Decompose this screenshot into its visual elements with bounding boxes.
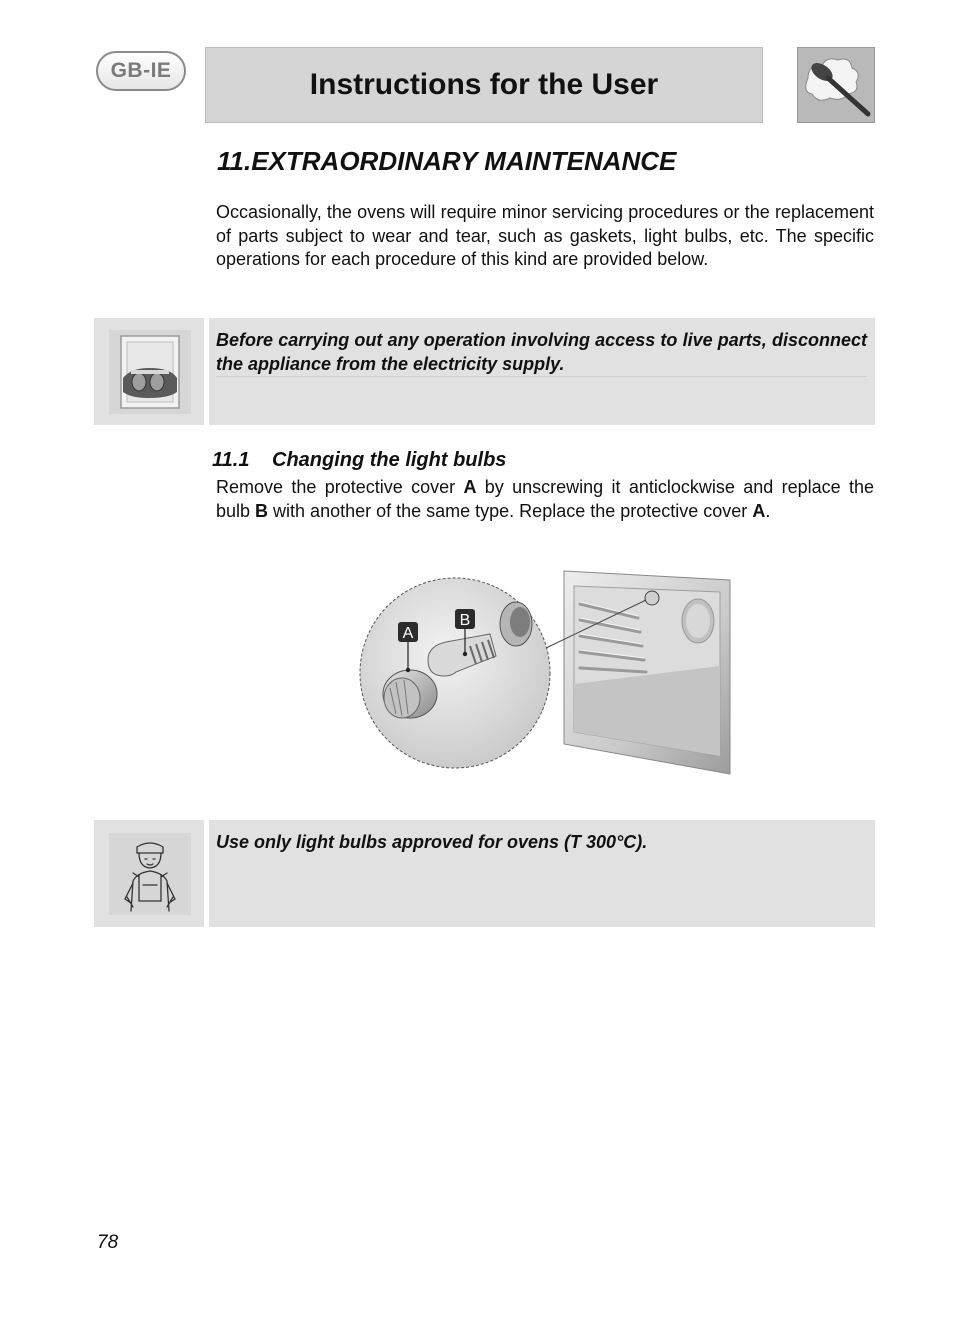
note-divider [216, 376, 867, 377]
chef-spoon-icon [797, 47, 875, 123]
figure-label-a: A [402, 625, 414, 642]
body-text: . [765, 500, 771, 521]
subsection-number: 11.1 [212, 449, 250, 471]
region-badge: GB-IE [96, 51, 186, 91]
bulb-note-text: Use only light bulbs approved for ovens (T 300°C). [216, 832, 648, 852]
warning-icon-box [94, 318, 204, 425]
warning-note-text: Before carrying out any operation involving access to live parts, disconnect the appliance from the electricity supply. [216, 330, 867, 374]
section-title: 11.EXTRAORDINARY MAINTENANCE [217, 146, 677, 176]
technician-icon-box [94, 820, 204, 927]
body-text: by unscrewing it anticlockwise and replace the bulb [216, 477, 874, 521]
label-a-ref: A [752, 500, 766, 521]
bulb-replacement-figure [356, 566, 736, 778]
warning-note [209, 318, 875, 425]
body-text: Remove the protective cover [216, 477, 464, 497]
page-number: 78 [97, 1232, 119, 1253]
technician-icon [109, 833, 191, 915]
subsection-title: Changing the light bulbs [272, 449, 507, 471]
label-b-ref: B [255, 500, 269, 521]
figure-label-b: B [459, 612, 471, 629]
power-socket-icon [109, 330, 191, 414]
page-header [205, 47, 763, 123]
subsection-heading [212, 449, 506, 472]
subsection-body [216, 476, 874, 523]
body-text: with another of the same type. Replace the protective cover [268, 500, 753, 521]
bulb-note [209, 820, 875, 927]
intro-paragraph: Occasionally, the ovens will require minor servicing procedures or the replacement of parts subject to wear and tear, such as gaskets, light bulbs, etc. The specific operations for each procedure of this kind are provided below. [216, 202, 874, 269]
label-a-ref: A [463, 477, 477, 497]
page-header-title: Instructions for the User [309, 68, 659, 101]
